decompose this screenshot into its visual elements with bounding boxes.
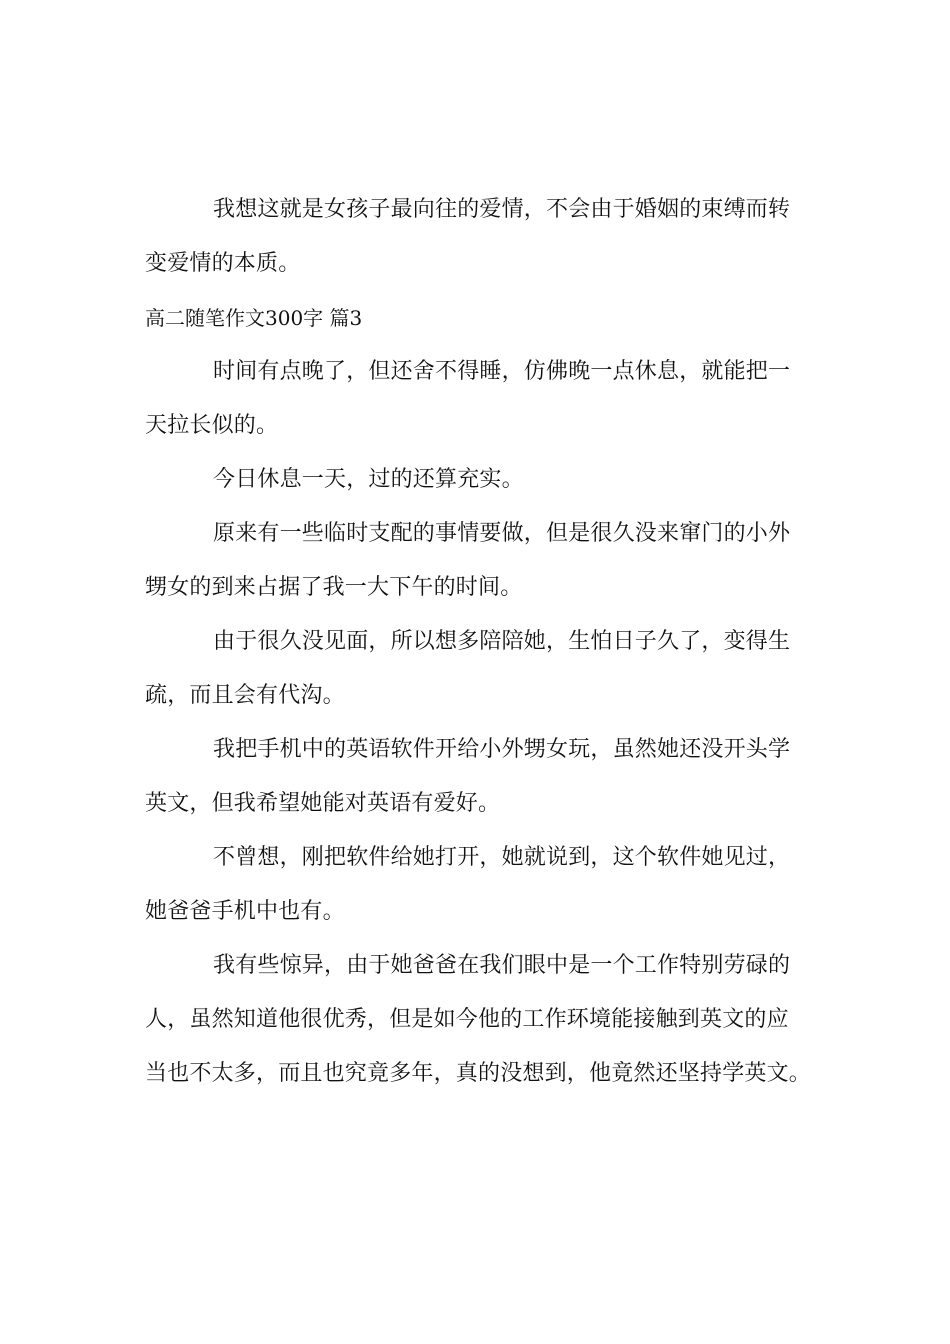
paragraph-line: 甥女的到来占据了我一大下午的时间。 bbox=[145, 575, 523, 600]
document-body bbox=[145, 188, 825, 1096]
paragraph-line: 不曾想，刚把软件给她打开，她就说到，这个软件她见过， bbox=[213, 845, 791, 870]
paragraph-line: 她爸爸手机中也有。 bbox=[145, 899, 345, 924]
paragraph-line: 我有些惊异，由于她爸爸在我们眼中是一个工作特别劳碌的 bbox=[213, 953, 791, 978]
paragraph-line: 人，虽然知道他很优秀，但是如今他的工作环境能接触到英文的应 bbox=[145, 1007, 789, 1032]
paragraph-1 bbox=[145, 188, 825, 286]
paragraph-line: 英文，但我希望她能对英语有爱好。 bbox=[145, 791, 501, 816]
paragraph-5 bbox=[145, 620, 825, 718]
paragraph-line: 我把手机中的英语软件开给小外甥女玩，虽然她还没开头学 bbox=[213, 737, 791, 762]
paragraph-3 bbox=[145, 458, 825, 502]
paragraph-7 bbox=[145, 836, 825, 934]
paragraph-8 bbox=[145, 944, 825, 1096]
paragraph-line: 由于很久没见面，所以想多陪陪她，生怕日子久了，变得生 bbox=[213, 629, 791, 654]
paragraph-4 bbox=[145, 512, 825, 610]
paragraph-line: 原来有一些临时支配的事情要做，但是很久没来窜门的小外 bbox=[213, 521, 791, 546]
paragraph-6 bbox=[145, 728, 825, 826]
paragraph-line: 我想这就是女孩子最向往的爱情，不会由于婚姻的束缚而转 bbox=[213, 197, 791, 222]
paragraph-line: 今日休息一天，过的还算充实。 bbox=[213, 467, 524, 492]
paragraph-line: 疏，而且会有代沟。 bbox=[145, 683, 345, 708]
paragraph-line: 时间有点晚了，但还舍不得睡，仿佛晚一点休息，就能把一 bbox=[213, 359, 791, 384]
paragraph-line: 当也不太多，而且也究竟多年，真的没想到，他竟然还坚持学英文。 bbox=[145, 1061, 812, 1086]
paragraph-line: 变爱情的本质。 bbox=[145, 251, 301, 276]
paragraph-2 bbox=[145, 350, 825, 448]
paragraph-line: 天拉长似的。 bbox=[145, 413, 279, 438]
section-heading: 高二随笔作文300字 篇3 bbox=[145, 306, 363, 330]
